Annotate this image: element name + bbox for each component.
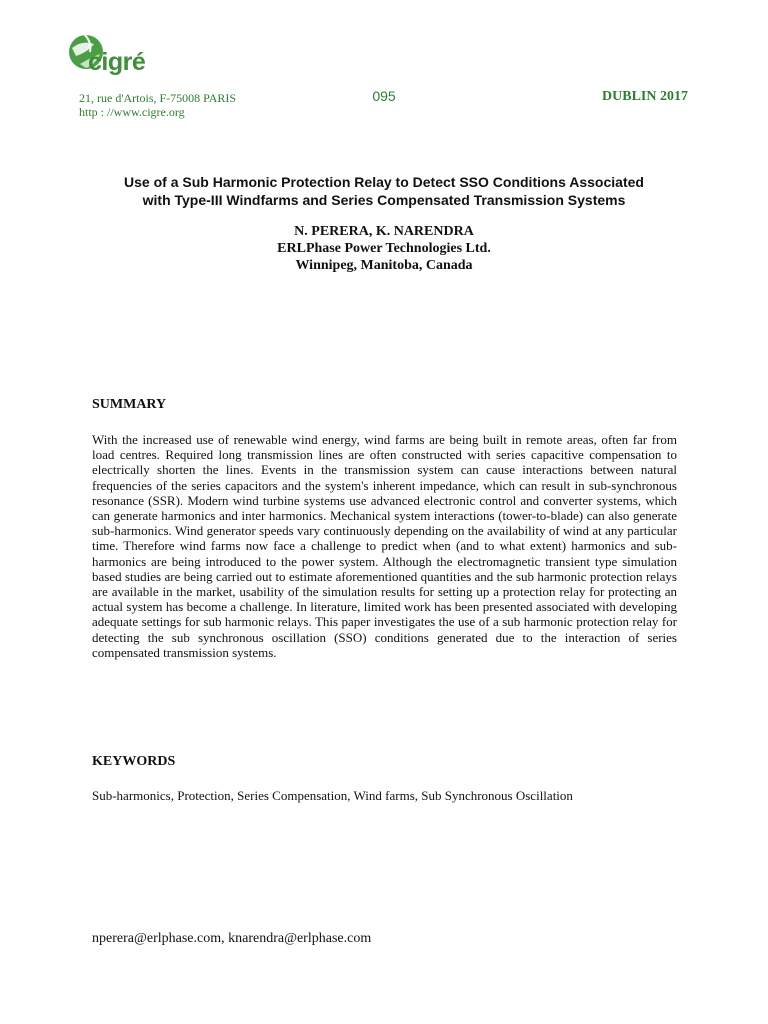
keywords-heading: KEYWORDS [92, 754, 176, 769]
title-line-1: Use of a Sub Harmonic Protection Relay to Detect SSO Conditions Associated [124, 174, 644, 190]
paper-title [0, 173, 768, 209]
address-line: 21, rue d'Artois, F-75008 PARIS [79, 91, 237, 105]
venue-label: DUBLIN 2017 [602, 89, 688, 104]
paper-number: 095 [372, 88, 396, 104]
summary-text: With the increased use of renewable wind energy, wind farms are being built in remote areas, often far from load centres. Required long transmission lines are often constructed with series capacitive compensation to electrically shorten the lines. Events in the transmission system can cause interactions between natural frequencies of the series capacitors and the system's inherent impedance, which can result in sub-synchronous resonance (SSR). Modern wind turbine systems use advanced electronic control and converter systems, which can generate harmonics and inter harmonics. Mechanical system interactions (tower-to-blade) can also generate sub-harmonics. Wind generator speeds vary continuously depending on the availability of wind at any particular time. Therefore wind farms now face a challenge to predict when (and to what extent) harmonics and sub-harmonics are being introduced to the power system. Although the electromagnetic transient type simulation based studies are being carried out to estimate aforementioned quantities and the sub harmonic protection relays are available in the market, usability of the simulation results for setting up a protection relay for protecting an actual system has become a challenge. In literature, limited work has been presented associated with developing adequate settings for sub harmonic relays. This paper investigates the use of a sub harmonic protection relay for detecting the sub synchronous oscillation (SSO) conditions generated due to the interaction of series compensated transmission systems. [92, 432, 677, 660]
website-link[interactable]: http : //www.cigre.org [79, 105, 185, 119]
author-location: Winnipeg, Manitoba, Canada [295, 258, 473, 273]
author-emails[interactable]: nperera@erlphase.com, knarendra@erlphase.com [92, 931, 372, 946]
cigre-logo [66, 30, 156, 82]
author-block [0, 223, 768, 274]
keywords-text: Sub-harmonics, Protection, Series Compensation, Wind farms, Sub Synchronous Oscillation [92, 788, 573, 803]
author-names: N. PERERA, K. NARENDRA [294, 224, 474, 239]
summary-heading: SUMMARY [92, 397, 167, 412]
author-affiliation: ERLPhase Power Technologies Ltd. [277, 241, 491, 256]
logo-wordmark: cigré [88, 48, 146, 76]
title-line-2: with Type-III Windfarms and Series Compensated Transmission Systems [142, 192, 626, 208]
